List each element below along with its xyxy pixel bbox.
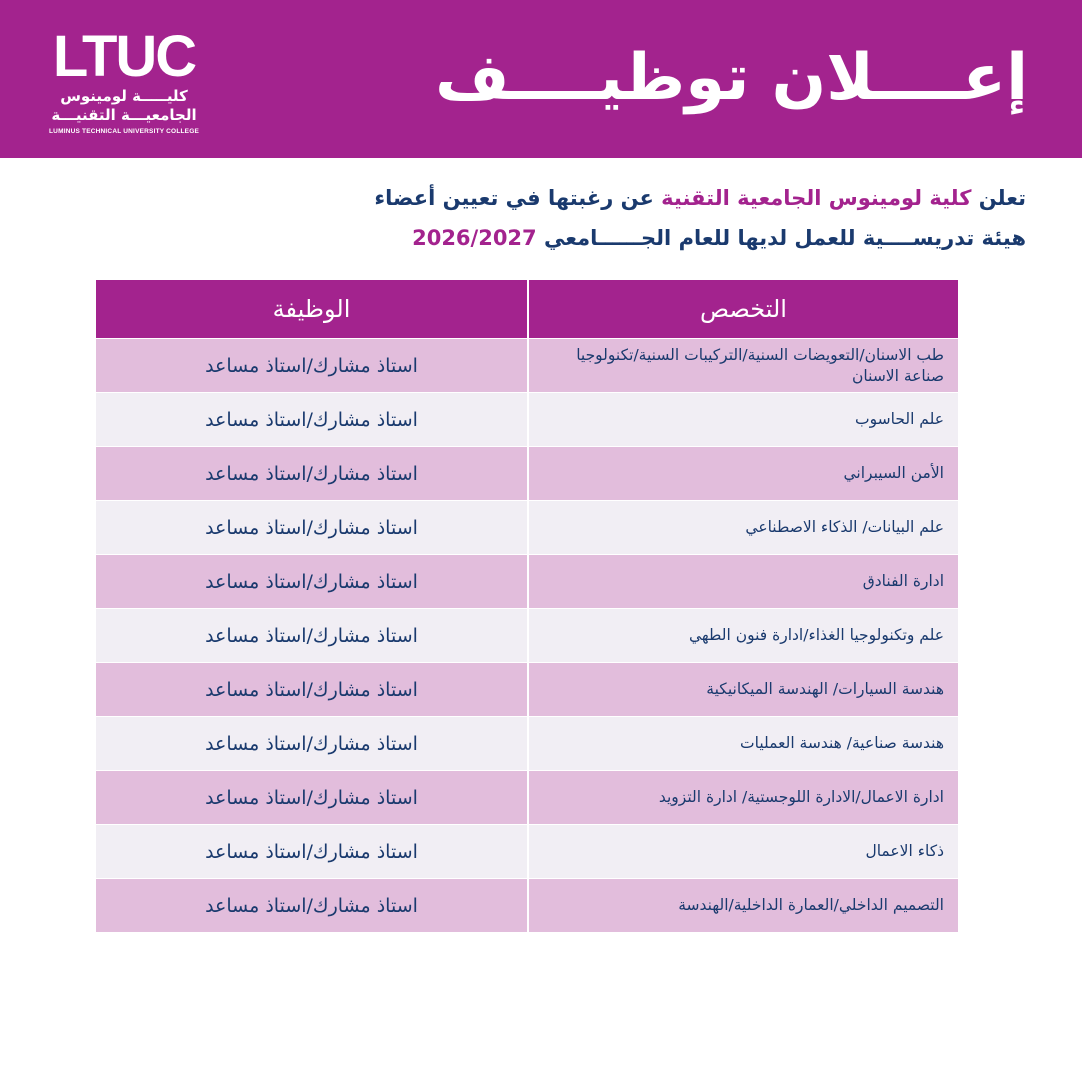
position-cell: استاذ مشارك/استاذ مساعد [96,393,528,447]
jobs-table-body [96,339,958,933]
logo-mark: LTUC [52,24,196,89]
specialization-cell: ذكاء الاعمال [528,825,958,879]
specialization-cell: علم الحاسوب [528,393,958,447]
logo-arabic-line2: الجامعيـــة التقنيـــة [51,106,197,124]
specialization-cell: علم البيانات/ الذكاء الاصطناعي [528,501,958,555]
position-cell: استاذ مشارك/استاذ مساعد [96,501,528,555]
jobs-table [96,280,958,932]
position-cell: استاذ مشارك/استاذ مساعد [96,447,528,501]
specialization-cell: ادارة الفنادق [528,555,958,609]
logo-english-name: LUMINUS TECHNICAL UNIVERSITY COLLEGE [49,128,199,135]
position-cell: استاذ مشارك/استاذ مساعد [96,555,528,609]
intro-line1-before: تعلن [971,186,1026,210]
table-header-row [96,280,958,339]
specialization-cell: ادارة الاعمال/الادارة اللوجستية/ ادارة التزويد [528,771,958,825]
position-cell: استاذ مشارك/استاذ مساعد [96,717,528,771]
position-cell: استاذ مشارك/استاذ مساعد [96,663,528,717]
intro-line-2 [266,218,1026,258]
position-cell: استاذ مشارك/استاذ مساعد [96,879,528,933]
intro-line1-after: عن رغبتها في تعيين أعضاء [374,186,662,210]
academic-year: 2026/2027 [412,226,537,250]
table-row [96,555,958,609]
specialization-cell: هندسة السيارات/ الهندسة الميكانيكية [528,663,958,717]
table-row [96,339,958,393]
intro-text [266,178,1026,258]
position-cell: استاذ مشارك/استاذ مساعد [96,339,528,393]
intro-line2-before: هيئة تدريســــية للعمل لديها للعام الجــــــامعي [536,226,1026,250]
table-row [96,447,958,501]
table-row [96,825,958,879]
specialization-cell: هندسة صناعية/ هندسة العمليات [528,717,958,771]
table-row [96,609,958,663]
header-specialization: التخصص [528,280,958,339]
specialization-cell: علم وتكنولوجيا الغذاء/ادارة فنون الطهي [528,609,958,663]
table-row [96,717,958,771]
header-position: الوظيفة [96,280,528,339]
specialization-cell: طب الاسنان/التعويضات السنية/التركيبات السنية/تكنولوجيا صناعة الاسنان [528,339,958,393]
specialization-cell: الأمن السيبراني [528,447,958,501]
page-title: إعــــلان توظيــــف [435,41,1028,115]
college-name: كلية لومينوس الجامعية التقنية [661,186,972,210]
logo-arabic-line1: كليـــــة لومينوس [60,87,188,105]
table-row [96,393,958,447]
ltuc-logo [44,24,204,135]
position-cell: استاذ مشارك/استاذ مساعد [96,771,528,825]
table-row [96,879,958,933]
intro-line-1 [266,178,1026,218]
table-row [96,771,958,825]
position-cell: استاذ مشارك/استاذ مساعد [96,609,528,663]
table-row [96,663,958,717]
table-row [96,501,958,555]
header-banner [0,0,1082,158]
position-cell: استاذ مشارك/استاذ مساعد [96,825,528,879]
specialization-cell: التصميم الداخلي/العمارة الداخلية/الهندسة [528,879,958,933]
